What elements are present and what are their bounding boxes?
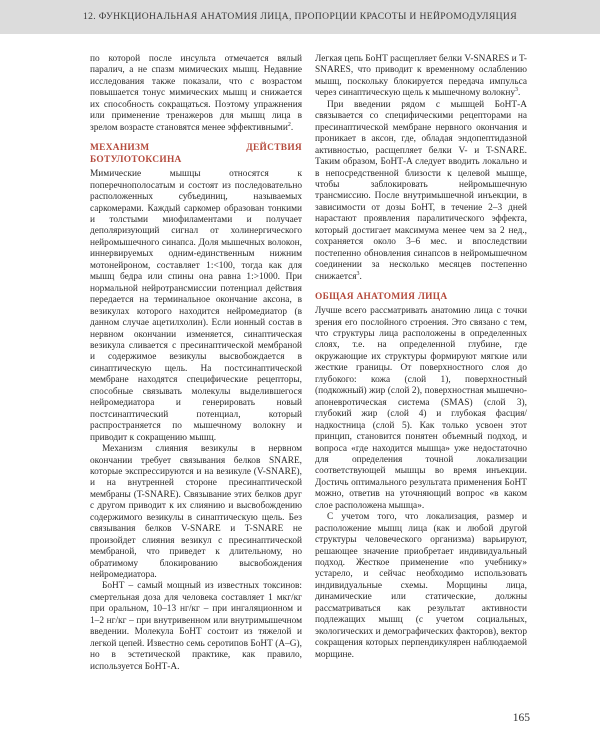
footnote-ref: 2: [287, 121, 291, 128]
section-heading-face-anatomy: ОБЩАЯ АНАТОМИЯ ЛИЦА: [315, 292, 448, 303]
paragraph: С учетом того, что локализация, размер и расположение мышц лица (как и любой другой структуры человеческого организма) варьируют, решающее значение приобретает индивидуальный подход. Жесткое применение «по учебнику» устарело, и сейчас необходимо использовать индивидуальные схемы. Морщины лица, динамические или статические, должны рассматриваться как результат активности подлежащих мышц (с учетом социальных, экологических и демографических факторов), вектор сокращения которых перпендикулярен наблюдаемой морщине.: [315, 512, 527, 660]
paragraph: Мимические мышцы относятся к поперечнополосатым и состоят из последовательно расположенных субъединиц, называемых саркомерами. Каждый саркомер образован тонкими и толстыми миофиламентами и получает деполяризующий сигнал от холинергического нейромышечного синапса. Доля мышечных волокон, иннервируемых одним-единственным нижним мотонейроном, составляет 1:<100, тогда как для мышц бедра или спины она равна 1:>1000. При нормальной нейротрансмиссии потенциал действия передается на терминальное окончание аксона, в везикулах которого находится нейромедиатор (в данном случае ацетилхолин). Если ионный состав в нервном окончании изменяется, синаптическая везикула сливается с пресинаптической мембраной и содержимое везикулы высвобождается в синаптическую щель. На постсинаптической мембране находятся специфические рецепторы, способные связывать молекулы выделившегося нейромедиатора и генерировать новый постсинаптический потенциал, который распространяется по мышечному волокну и приводит к сокращению мышц.: [90, 169, 302, 443]
right-column: [315, 54, 527, 661]
paragraph: по которой после инсульта отмечается вялый паралич, а не спазм мимических мышц. Недавние исследования также показали, что с возрастом повышается тонус мимических мышц и снижается их способность сокращаться. Поэтому упражнения или применение тренажеров для мышц лица в зрелом возрасте становятся менее эффективными$^2$.: [90, 54, 302, 133]
footnote-ref: 3: [356, 270, 360, 277]
paragraph: Механизм слияния везикулы в нервном окончании требует связывания белков SNARE, которые экспрессируются и на везикуле (V-SNARE), и на внутренней стороне пресинаптической мембраны (T-SNARE). Связывание этих белков друг с другом приводит к их слиянию и высвобождению содержимого везикулы в синаптическую щель. Без связывания белков V-SNARE и T-SNARE не произойдет слияния везикул с пресинаптической мембраной, что приведет к длительному, но обратимому блокированию высвобождения нейромедиатора.: [90, 444, 302, 581]
chapter-title: 12. ФУНКЦИОНАЛЬНАЯ АНАТОМИЯ ЛИЦА, ПРОПОРЦИИ КРАСОТЫ И НЕЙРОМОДУЛЯЦИЯ: [83, 11, 517, 22]
paragraph: Легкая цепь БоНТ расщепляет белки V-SNARES и T-SNARES, что приводит к временному ослаблению мышц, поскольку блокируется передача импульса через синаптическую щель к мышечному волокну$^3$.: [315, 54, 527, 99]
page-number: 165: [512, 712, 530, 724]
footnote-ref: 3: [515, 87, 519, 94]
left-column: [90, 54, 302, 673]
paragraph: При введении рядом с мышцей БоНТ-A связывается со специфическими рецепторами на пресинаптической мембране нервного окончания и проникает в аксон, где, обладая эндопептидазной активностью, расщепляет белки V- и T-SNARE. Таким образом, БоНТ-A следует вводить локально и в непосредственной близости к целевой мышце, чтобы заблокировать нейромышечную трансмиссию. После внутримышечной инъекции, в зависимости от дозы БоНТ, в течение 2–3 дней нарастают проявления паралитического эффекта, который достигает максимума менее чем за 2 нед., сохраняется около 3–6 мес. и впоследствии постепенно обновления синапсов в нейромышечном соединении за несколько месяцев постепенно снижается$^3$.: [315, 99, 527, 282]
paragraph: БоНТ – самый мощный из известных токсинов: смертельная доза для человека составляет 1 мкг/кг при оральном, 10–13 нг/кг – при ингаляционном и 1–2 нг/кг – при внутривенном или внутримышечном введении. Молекула БоНТ состоит из тяжелой и легкой цепей. Известно семь серотипов БоНТ (A–G), но в эстетической практике, как правило, используется БоНТ-A.: [90, 581, 302, 672]
running-header: [0, 0, 600, 34]
paragraph: Лучше всего рассматривать анатомию лица с точки зрения его послойного строения. Это связано с тем, что структуры лица расположены в определенных слоях, т.е. на определенной глубине, где окружающие их структуры формируют мягкие или жесткие границы. От поверхностного слоя до глубокого: кожа (слой 1), поверхностный (подкожный) жир (слой 2), поверхностная мышечно-апоневротическая система (SMAS) (слой 3), глубокий жир (слой 4) и глубокая фасция/надкостница (слой 5). Как только усвоен этот принцип, становится понятен объемный подход, и вопроса «где находится мышца» уже недостаточно для определения точной локализации соответствующей мышцы во время инъекции. Достичь оптимального результата применения БоНТ можно, ответив на уточняющий вопрос «в каком слое расположена мышца».: [315, 306, 527, 511]
section-heading-botulinum: МЕХАНИЗМ ДЕЙСТВИЯ БОТУЛОТОКСИНА: [90, 143, 302, 166]
